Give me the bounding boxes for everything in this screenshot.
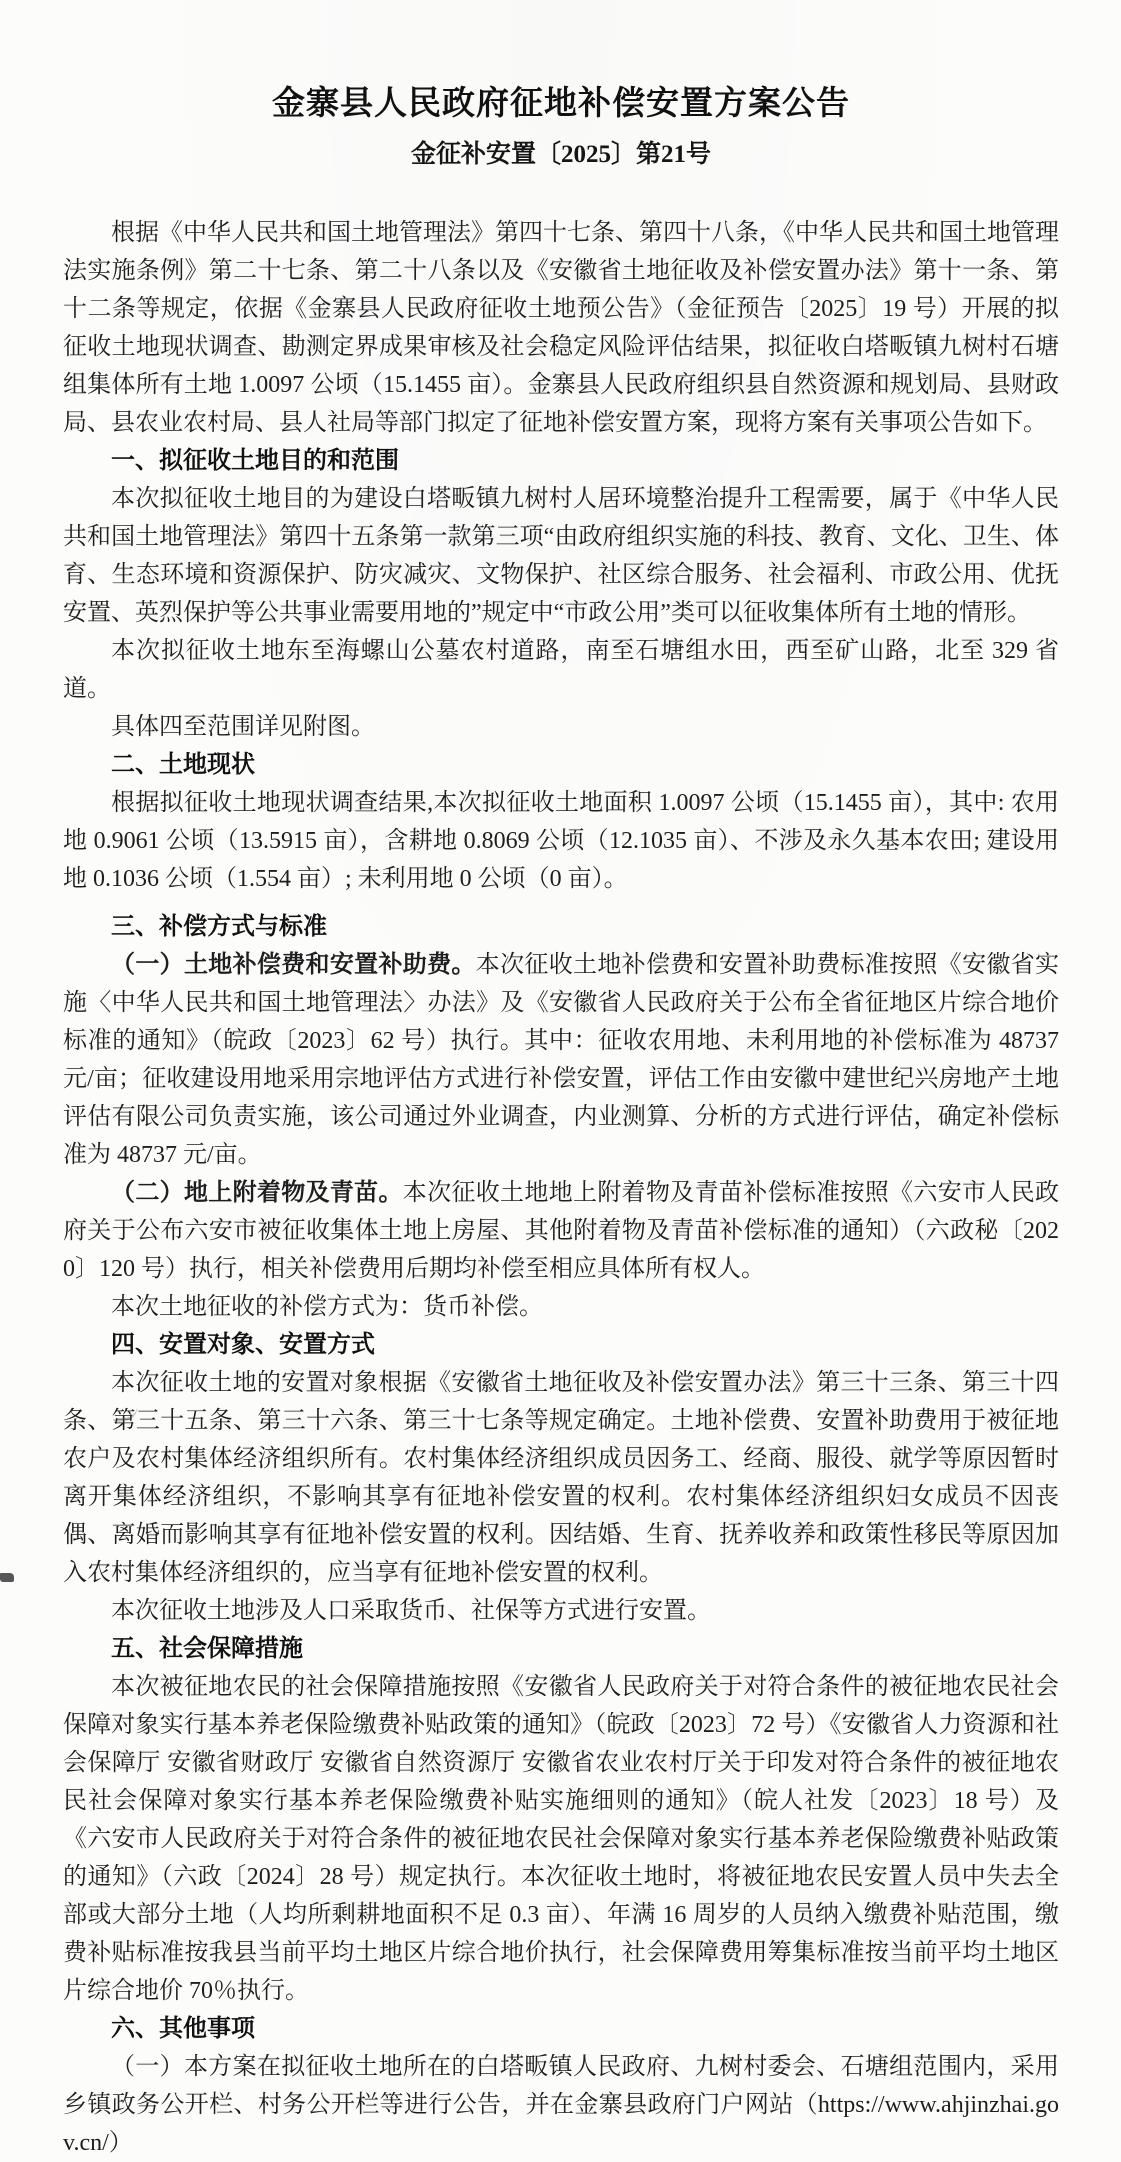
item-2-lead: （二）地上附着物及青苗。	[111, 1180, 403, 1206]
section-6-heading: 六、其他事项	[111, 2015, 255, 2042]
section-4-heading: 四、安置对象、安置方式	[111, 1331, 375, 1358]
scan-artifact	[0, 1573, 14, 1582]
item-2-text: 本次征收土地地上附着物及青苗补偿标准按照《六安市人民政府关于公布六安市被征收集体土地上房屋、其他附着物及青苗补偿标准的通知）（六政秘〔2020〕120 号）执行，相关补偿费用后期均补偿至相应具体所有权人。	[63, 1180, 1060, 1282]
section-2-paragraph: 根据拟征收土地现状调查结果,本次拟征收土地面积 1.0097 公顷（15.1455 亩），其中: 农用地 0.9061 公顷（13.5915 亩），含耕地 0.8069 公顷（12.1035 亩）、不涉及永久基本农田; 建设用地 0.1036 公顷（1.554 亩）; 未利用地 0 公顷（0 亩）。	[63, 790, 1059, 892]
section-3-item-2	[63, 1174, 1059, 1288]
item-1-text: 本次征收土地补偿费和安置补助费标准按照《安徽省实施〈中华人民共和国土地管理法〉办法》及《安徽省人民政府关于公布全省征地区片综合地价标准的通知》（皖政〔2023〕62 号）执行。其中：征收农用地、未利用地的补偿标准为 48737 元/亩；征收建设用地采用宗地评估方式进行补偿安置，评估工作由安徽中建世纪兴房地产土地评估有限公司负责实施，该公司通过外业调查，内业测算、分析的方式进行评估，确定补偿标准为 48737 元/亩。	[63, 952, 1060, 1168]
section-3-item-1	[63, 946, 1059, 1174]
section-1-paragraph: 本次拟征收土地目的为建设白塔畈镇九树村人居环境整治提升工程需要，属于《中华人民共和国土地管理法》第四十五条第一款第三项“由政府组织实施的科技、教育、文化、卫生、体育、生态环境和资源保护、防灾减灾、文物保护、社区综合服务、社会福利、市政公用、优抚安置、英烈保护等公共事业需要用地的”规定中“市政公用”类可以征收集体所有土地的情形。	[63, 486, 1059, 626]
doc-number: 金征补安置〔2025〕第21号	[410, 141, 711, 168]
section-3-paragraph: 本次土地征收的补偿方式为：货币补偿。	[111, 1294, 543, 1320]
section-1-paragraph: 本次拟征收土地东至海螺山公墓农村道路，南至石塘组水田，西至矿山路，北至 329 省道。	[63, 638, 1059, 702]
section-4-paragraph: 本次征收土地涉及人口采取货币、社保等方式进行安置。	[111, 1598, 711, 1624]
page-title: 金寨县人民政府征地补偿安置方案公告	[272, 86, 850, 122]
item-1-lead: （一）土地补偿费和安置补助费。	[111, 952, 476, 978]
section-6-paragraph: （一）本方案在拟征收土地所在的白塔畈镇人民政府、九树村委会、石塘组范围内，采用乡镇政务公开栏、村务公开栏等进行公告，并在金寨县政府门户网站（https://www.ahjinzhai.gov.cn/）	[63, 2054, 1059, 2156]
section-4-paragraph: 本次征收土地的安置对象根据《安徽省土地征收及补偿安置办法》第三十三条、第三十四条、第三十五条、第三十六条、第三十七条等规定确定。土地补偿费、安置补助费用于被征地农户及农村集体经济组织所有。农村集体经济组织成员因务工、经商、服役、就学等原因暂时离开集体经济组织，不影响其享有征地补偿安置的权利。农村集体经济组织妇女成员不因丧偶、离婚而影响其享有征地补偿安置的权利。因结婚、生育、抚养收养和政策性移民等原因加入农村集体经济组织的，应当享有征地补偿安置的权利。	[63, 1370, 1059, 1586]
section-1-paragraph: 具体四至范围详见附图。	[111, 714, 375, 740]
section-5-heading: 五、社会保障措施	[111, 1635, 303, 1662]
document-body	[63, 214, 1059, 2162]
section-5-paragraph: 本次被征地农民的社会保障措施按照《安徽省人民政府关于对符合条件的被征地农民社会保障对象实行基本养老保险缴费补贴政策的通知》（皖政〔2023〕72 号）《安徽省人力资源和社会保障厅 安徽省财政厅 安徽省自然资源厅 安徽省农业农村厅关于印发对符合条件的被征地农民社会保障对象实行基本养老保险缴费补贴实施细则的通知》（皖人社发〔2023〕18 号）及《六安市人民政府关于对符合条件的被征地农民社会保障对象实行基本养老保险缴费补贴政策的通知》（六政〔2024〕28 号）规定执行。本次征收土地时，将被征地农民安置人员中失去全部或大部分土地（人均所剩耕地面积不足 0.3 亩）、年满 16 周岁的人员纳入缴费补贴范围，缴费补贴标准按我县当前平均土地区片综合地价执行，社会保障费用筹集标准按当前平均土地区片综合地价 70％执行。	[63, 1674, 1059, 2004]
intro-paragraph: 根据《中华人民共和国土地管理法》第四十七条、第四十八条，《中华人民共和国土地管理法实施条例》第二十七条、第二十八条以及《安徽省土地征收及补偿安置办法》第十一条、第十二条等规定，依据《金寨县人民政府征收土地预公告》（金征预告〔2025〕19 号）开展的拟征收土地现状调查、勘测定界成果审核及社会稳定风险评估结果，拟征收白塔畈镇九树村石塘组集体所有土地 1.0097 公顷（15.1455 亩）。金寨县人民政府组织县自然资源和规划局、县财政局、县农业农村局、县人社局等部门拟定了征地补偿安置方案，现将方案有关事项公告如下。	[63, 220, 1059, 436]
section-1-heading: 一、拟征收土地目的和范围	[111, 447, 399, 474]
section-2-heading: 二、土地现状	[111, 751, 255, 778]
section-3-heading: 三、补偿方式与标准	[111, 913, 327, 940]
